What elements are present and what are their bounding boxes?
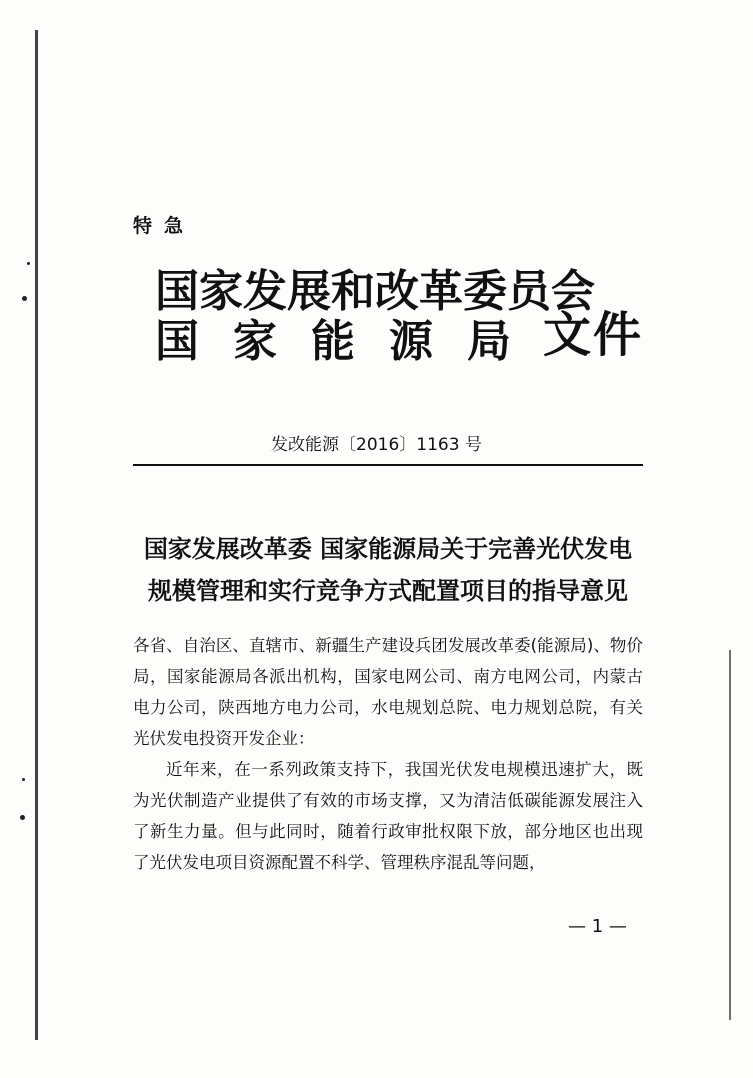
page-number: — 1 — (568, 916, 627, 937)
scan-speck (20, 815, 25, 820)
scan-speck (27, 262, 30, 265)
scan-speck (22, 778, 25, 781)
body-paragraph: 近年来，在一系列政策支持下，我国光伏发电规模迅速扩大，既为光伏制造产业提供了有效的市场支撑，又为清洁低碳能源发展注入了新生力量。但与此同时，随着行政审批权限下放，部分地区也出现了光伏发电项目资源配置不科学、管理秩序混乱等问题， (133, 760, 643, 872)
title-line-2: 规模管理和实行竞争方式配置项目的指导意见 (148, 576, 628, 605)
document-title (133, 528, 643, 612)
scan-edge-left (35, 30, 38, 1040)
issuer-block (155, 262, 644, 372)
document-word: 文件 (543, 307, 644, 363)
urgency-label: 特急 (133, 215, 196, 237)
addressees: 各省、自治区、直辖市、新疆生产建设兵团发展改革委(能源局)、物价局，国家能源局各派出机构，国家电网公司、南方电网公司，内蒙古电力公司，陕西地方电力公司，水电规划总院、电力规划总院，有关光伏发电投资开发企业： (133, 636, 643, 748)
red-header-rule (133, 464, 643, 466)
document-body (133, 630, 643, 878)
issuer-ndrc: 国家发展和改革委员会 (155, 266, 595, 317)
issuer-nea: 国家能源局 (155, 316, 545, 367)
scan-speck (22, 296, 27, 301)
document-number: 发改能源〔2016〕1163 号 (271, 435, 482, 455)
scan-edge-right (729, 650, 731, 1020)
title-line-1: 国家发展改革委 国家能源局关于完善光伏发电 (143, 534, 633, 563)
